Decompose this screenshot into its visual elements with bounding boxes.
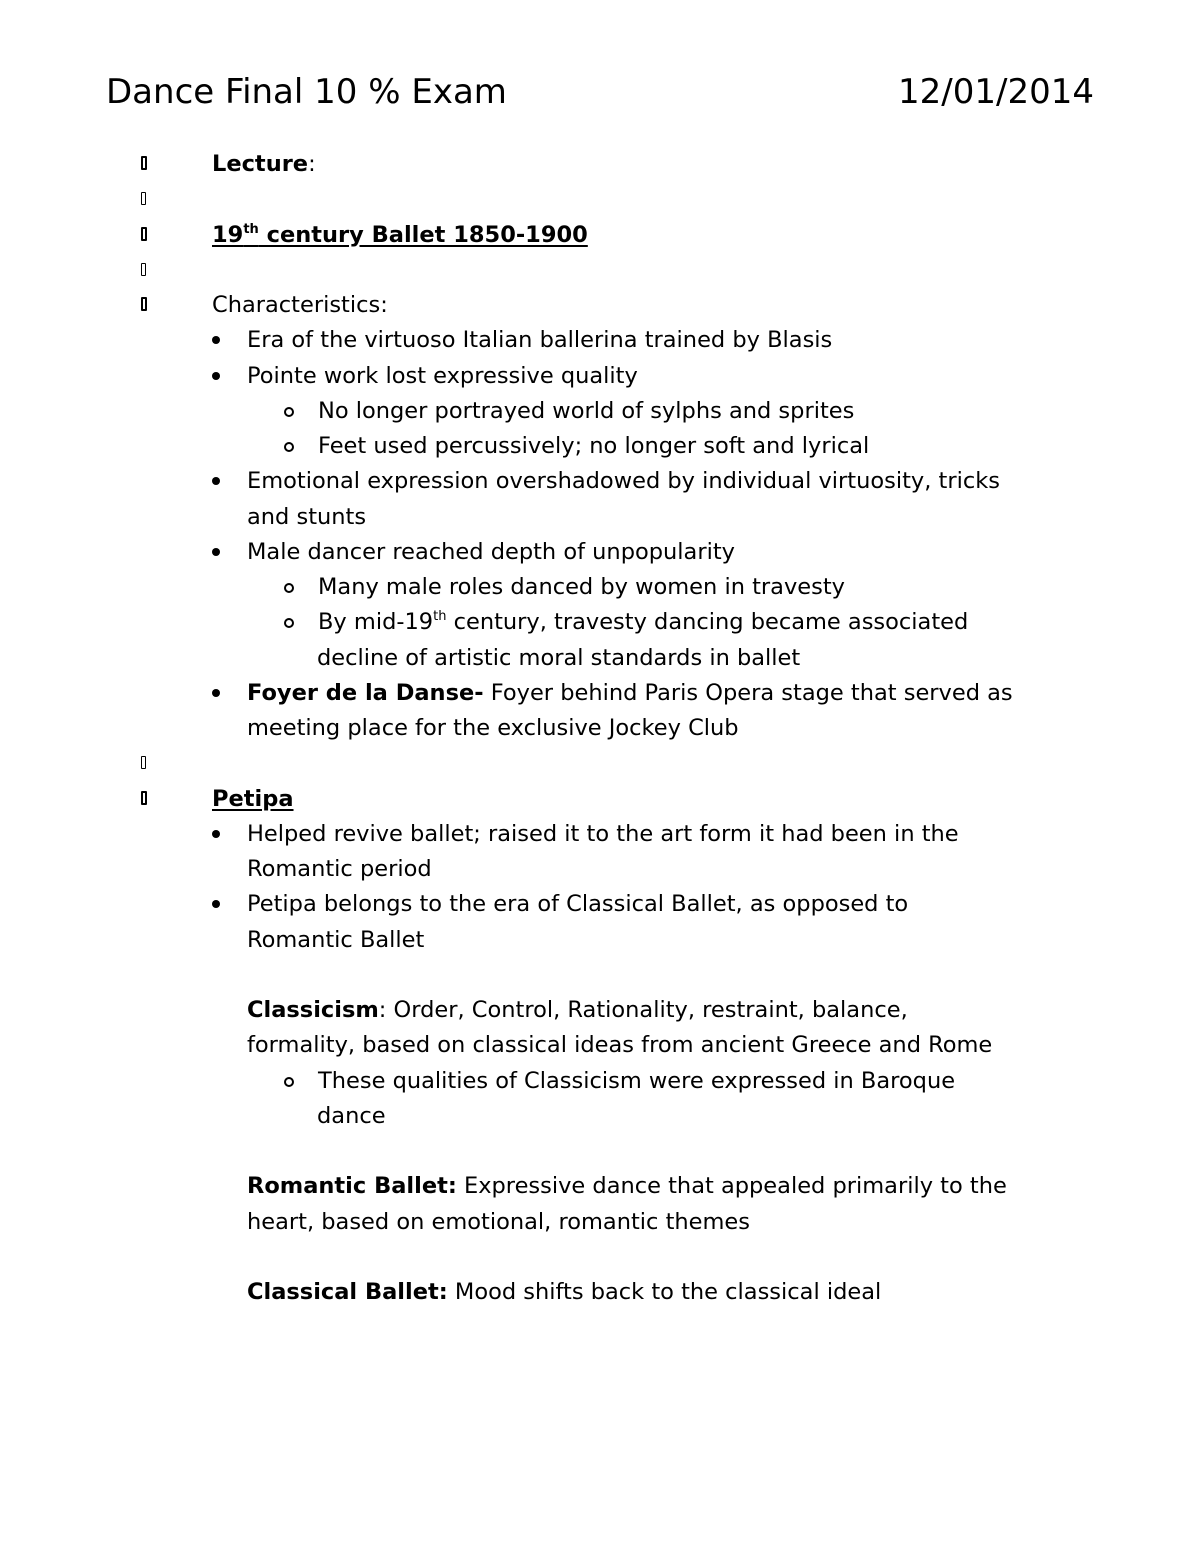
sub-list-item-text: decline of artistic moral standards in ballet <box>317 644 801 671</box>
list-item <box>0 323 1200 358</box>
list-item-text: Pointe work lost expressive quality <box>247 362 638 389</box>
list-item-text: Helped revive ballet; raised it to the art form it had been in the <box>247 820 959 847</box>
sub-list-item <box>0 394 1200 429</box>
bullet-icon <box>212 548 220 556</box>
list-item <box>0 359 1200 394</box>
definition-continuation <box>0 1205 1200 1240</box>
lecture-line <box>0 147 1200 182</box>
open-rectangle-icon <box>141 791 147 805</box>
lecture-colon: : <box>308 151 316 177</box>
definition-classicism: Classicism: Order, Control, Rationality, restraint, balance, <box>247 997 908 1023</box>
hollow-bullet-icon <box>284 583 294 593</box>
bullet-icon <box>212 336 220 344</box>
list-item <box>0 676 1200 711</box>
blank-line <box>0 1134 1200 1169</box>
notes-body <box>0 147 1200 1310</box>
hollow-bullet-icon <box>284 442 294 452</box>
sub-list-item-text: Feet used percussively; no longer soft and lyrical <box>318 433 870 459</box>
sub-list-item-text: By mid-19th century, travesty dancing became associated <box>318 609 969 636</box>
bullet-icon <box>212 372 220 380</box>
definition-text: heart, based on emotional, romantic themes <box>247 1208 750 1235</box>
list-item <box>0 464 1200 499</box>
page-header <box>106 68 1094 116</box>
blank-line <box>0 1240 1200 1275</box>
term-classical-ballet: Classical Ballet: <box>247 1279 448 1305</box>
sub-list-item <box>0 605 1200 640</box>
bullet-icon <box>212 830 220 838</box>
list-item-text: Romantic Ballet <box>247 926 425 953</box>
hollow-bullet-icon <box>284 618 294 628</box>
open-rectangle-icon <box>141 156 147 170</box>
characteristics-label: Characteristics: <box>212 292 388 318</box>
list-item-text: Era of the virtuoso Italian ballerina trained by Blasis <box>247 327 833 354</box>
list-item <box>0 887 1200 922</box>
sub-list-item-text: These qualities of Classicism were expressed in Baroque <box>318 1067 956 1094</box>
section-heading-line <box>0 218 1200 253</box>
list-item-text: and stunts <box>247 503 367 530</box>
definition-line <box>0 1169 1200 1204</box>
hollow-bullet-icon <box>284 407 294 417</box>
lecture-label: Lecture <box>212 151 309 177</box>
list-item <box>0 535 1200 570</box>
sub-list-item-text: No longer portrayed world of sylphs and sprites <box>318 397 855 424</box>
definition-line <box>0 993 1200 1028</box>
open-rectangle-icon <box>141 297 147 311</box>
section-heading-line <box>0 782 1200 817</box>
open-rectangle-icon <box>141 263 146 276</box>
list-item-continuation <box>0 923 1200 958</box>
blank-line <box>0 746 1200 781</box>
list-item-text: meeting place for the exclusive Jockey Club <box>247 715 739 741</box>
sub-list-item-text: dance <box>317 1102 386 1129</box>
bullet-icon <box>212 900 220 908</box>
bullet-icon <box>212 689 220 697</box>
definition-continuation <box>0 1028 1200 1063</box>
document-title: Dance Final 10 % Exam <box>106 72 507 112</box>
section-heading-19th-century: 19th century Ballet 1850-1900 <box>212 221 588 248</box>
sub-list-item <box>0 570 1200 605</box>
section-heading-petipa: Petipa <box>212 785 294 812</box>
bullet-icon <box>212 477 220 485</box>
term-classicism: Classicism <box>247 997 379 1023</box>
list-item-text: Foyer de la Danse- Foyer behind Paris Opera stage that served as <box>247 679 1013 706</box>
characteristics-line <box>0 288 1200 323</box>
sub-list-item <box>0 429 1200 464</box>
list-item-continuation <box>0 500 1200 535</box>
term-romantic-ballet: Romantic Ballet: <box>247 1173 457 1200</box>
definition-classical-ballet: Classical Ballet: Mood shifts back to the classical ideal <box>247 1279 882 1305</box>
list-item <box>0 817 1200 852</box>
list-item-text: Romantic period <box>247 856 432 882</box>
list-item-text: Petipa belongs to the era of Classical Ballet, as opposed to <box>247 891 909 918</box>
sub-list-item <box>0 1064 1200 1099</box>
definition-text: formality, based on classical ideas from ancient Greece and Rome <box>247 1032 993 1059</box>
open-rectangle-icon <box>141 756 146 769</box>
list-item-text: Emotional expression overshadowed by individual virtuosity, tricks <box>247 468 1001 495</box>
list-item-text: Male dancer reached depth of unpopularity <box>247 538 735 565</box>
sub-list-item-text: Many male roles danced by women in travesty <box>318 574 845 600</box>
hollow-bullet-icon <box>284 1077 294 1087</box>
open-rectangle-icon <box>141 192 146 205</box>
blank-line <box>0 253 1200 288</box>
term-foyer-de-la-danse: Foyer de la Danse- <box>247 679 484 706</box>
document-date: 12/01/2014 <box>898 72 1094 112</box>
list-item-continuation <box>0 852 1200 887</box>
sub-list-item-continuation <box>0 1099 1200 1134</box>
sub-list-item-continuation <box>0 641 1200 676</box>
definition-line <box>0 1275 1200 1310</box>
list-item-continuation <box>0 711 1200 746</box>
blank-line <box>0 958 1200 993</box>
open-rectangle-icon <box>141 227 147 241</box>
definition-romantic-ballet: Romantic Ballet: Expressive dance that appealed primarily to the <box>247 1173 1007 1200</box>
blank-line <box>0 182 1200 217</box>
